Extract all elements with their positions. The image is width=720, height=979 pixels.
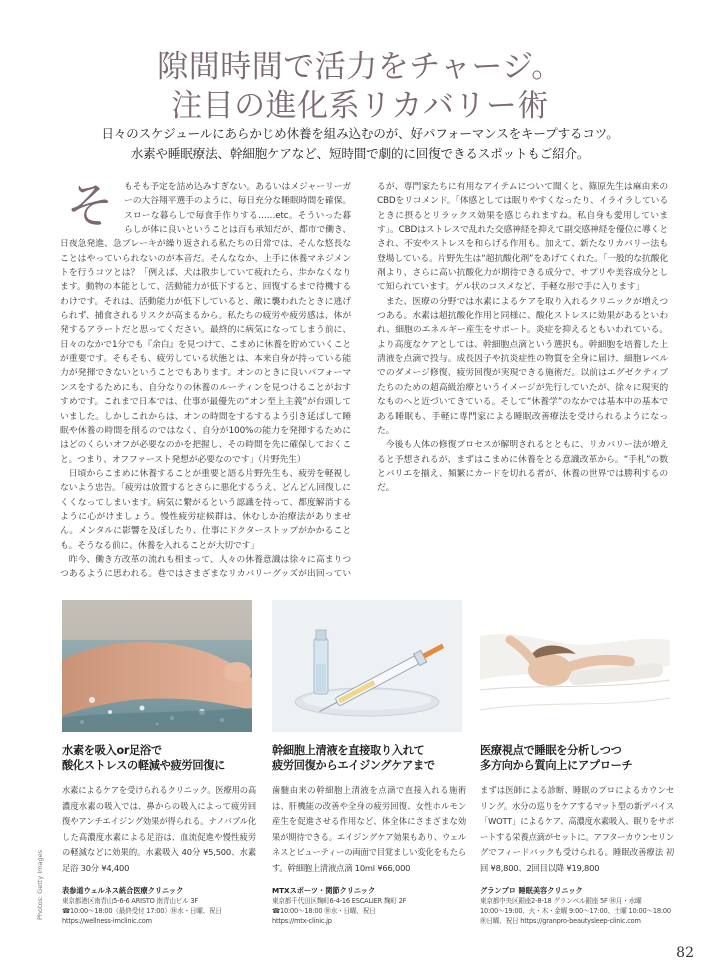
foot-bath-image (62, 600, 252, 732)
lead-text (0, 124, 720, 164)
card-title-line-2: 疲労回復からエイジングケアまで (272, 759, 435, 772)
article-paragraph: また、医療の分野では水素によるケアを取り入れるクリニックが増えつつある。水素は超抗酸化作用と同様に、酸化ストレスに効果があるといわれ、細胞のエネルギー産生をサポート。炎症を抑えるともいわれている。より高度なケアとしては、幹細胞点滴という選択も。幹細胞を培養した上清液を点滴で投与。成長因子や抗炎症性の物質を全身に届け、細胞レベルでのダメージ修復、疲労回復が実現できる施術だ。以前はエグゼクティブたちのための超高級治療というイメージが先行していたが、徐々に現実的なものへと近づいてきている。そして“休養学”のなかでは基本中の基本である睡眠も、手軽に専門家による睡眠改善療法を受けられるようになった。 (377, 296, 668, 436)
card-hours: ☎10:00～18:00（最終受付 17:00）㊡水・日曜、祝日 (62, 907, 222, 916)
card-title (272, 743, 466, 777)
card-clinic-name: 表参道ウェルネス統合医療クリニック (62, 886, 184, 895)
headline (0, 48, 720, 126)
photo-credit: Photos: Getty Images (36, 850, 44, 920)
card-url[interactable]: https://wellness-imclinic.com (62, 917, 152, 926)
card-clinic-info (272, 896, 466, 927)
card-url[interactable]: https://mtx-clinic.jp (272, 917, 332, 926)
article-paragraph: 昨今、働き方改革の流れも相まって、人々の休養意識は徐々に高まりつつあるように思われる。巷ではさまざまなリカバリーグッズが出回っているが、専門家たちに有用なアイテムについて聞くと、篠原先生は麻由来のCBDをリコメンド。「体感としては眠りやすくなったり、イライラしているときに摂るとリラックス効果を感じられますね。私自身も愛用しています」。CBDはストレスで乱れた交感神経を抑えて副交感神経を優位に導くとされ、不安やストレスを和らげる作用も。加えて、新たなリカバリー法も登場している。片野先生は“超抗酸化剤”をあげてくれた。「一般的な抗酸化剤より、さらに高い抗酸化力が期待できる成分で、サプリや美容成分として知られています。ゲル状のコスメなど、手軽な形で手に入ります」 (60, 182, 668, 580)
card-title (62, 743, 256, 777)
sleeping-woman-image (480, 600, 670, 732)
headline-line-1: 隙間時間で活力をチャージ。 (157, 49, 563, 85)
card-title-line-1: 幹細胞上清液を直接取り入れて (272, 744, 425, 757)
card-description: まずは医師による診断、睡眠のプロによるカウンセリング。水分の巡りをケアするマット型の新デバイス「WOTT」によるケア、高濃度水素吸入、眠りをサポートする栄養点滴がセットに。アフターカウンセリングでフィードバックも受けられる。睡眠改善療法 初回 ¥8,800、2回目以降 ¥19,800 (480, 785, 674, 873)
card-clinic-name: MTXスポーツ・関節クリニック (272, 886, 376, 895)
card-title-line-2: 酸化ストレスの軽減や疲労回復に (62, 759, 225, 772)
card-title-line-1: 水素を吸入or足浴で (62, 744, 162, 757)
card-title-line-1: 医療視点で睡眠を分析しつつ (480, 744, 622, 757)
photo-syringe-vial (272, 600, 462, 732)
card-clinic-info (480, 896, 674, 927)
clinic-card-3 (480, 743, 674, 927)
card-clinic-name: グランプロ 睡眠美容クリニック (480, 886, 583, 895)
headline-line-2: 注目の進化系リカバリー術 (171, 88, 549, 124)
card-url[interactable]: ㊡日曜、祝日 https://granpro-beautysleep-clinic.com (480, 917, 641, 926)
page-number: 82 (676, 945, 694, 961)
card-description: 歯髄由来の幹細胞上清液を点滴で直接入れる施術は、肝機能の改善や全身の疲労回復、女性ホルモン産生を促進させる作用など、体全体にさまざまな効果が期待できる。エイジングケア効果もあり、ウェルネスとビューティーの両面で目覚ましい変化をもたらす。幹細胞上清液点滴 10ml ¥66,000 (272, 785, 466, 873)
lead-line-1: 日々のスケジュールにあらかじめ休養を組み込むのが、好パフォーマンスをキープするコツ。 (101, 126, 619, 141)
article-body (60, 180, 668, 582)
article-paragraph: 今後も人体の修復プロセスが解明されるとともに、リカバリー法が増えると予想されるが、まずはこまめに休養をとる意識改革から。“手札”の数とバリエを揃え、頻繁にカードを切れる者が、休養の世界では勝利するのだ。 (377, 440, 668, 494)
card-title-line-2: 多方向から質向上にアプローチ (480, 759, 633, 772)
card-address: 東京都港区南青山5-6-6 ARISTO 南青山ビル 3F (62, 897, 198, 905)
card-hours: 10:00～19:00、火・木・金曜 9:00～17:00、土曜 10:00～18:00 (480, 907, 671, 916)
article-paragraph: もそも予定を詰め込みすぎない。あるいはメジャーリーガーの大谷翔平選手のように、毎日充分な睡眠時間を確保。スローな暮らしで毎食手作りする……etc。そういった暮らしが体に良いということは百も承知だが、都市で働き、日夜急発進、急ブレーキが繰り返される私たちの日常では、そんな悠長なことはやっていられないのが本音だ。そんななか、上手に休養マネジメントを行うコツとは？「例えば、犬は散歩していて疲れたら、歩かなくなります。動物の本能として、活動能力が低下すると、回復するまで待機するわけです。それは、活動能力が低下していると、敵に襲われたときに逃げられず、捕食されるリスクが高まるから。私たちの疲労や疲労感は、体が発するアラートだと思ってください。最終的に病気になってしまう前に、日々のなかで1分でも『余白』を見つけて、こまめに休養を貯めていくことが重要です。そもそも、疲労している状態とは、本来自身が持っている能力が発揮できないということでもあります。オンのときに良いパフォーマンスをするためにも、自分なりの休養のルーティンを見つけることがおすすめです。これまで日本では、仕事が最優先の“オン至上主義”が台頭していました。しかしこれからは、オンの時間をするするよう引き延ばして睡眠や休養の時間を削るのではなく、自分が100%の能力を発揮するためにはどのくらいオフが必要なのかを把握し、その時間を先に確保しておくこと。つまり、オフファースト発想が必要なのです」（片野先生） (60, 182, 351, 465)
lead-line-2: 水素や睡眠療法、幹細胞ケアなど、短時間で劇的に回復できるスポットもご紹介。 (130, 146, 590, 161)
card-address: 東京都千代田区麹町6-4-16 ESCALIER 麹町 2F (272, 897, 407, 905)
drop-cap: そ (66, 178, 114, 234)
card-title (480, 743, 674, 777)
clinic-card-1 (62, 743, 256, 927)
card-description: 水素によるケアを受けられるクリニック。医療用の高濃度水素の吸入では、鼻からの吸入によって疲労回復やアンチエイジング効果が得られる。ナノバブル化した高濃度水素による足浴は、血流促進や慢性疲労の軽減などに効果的。水素吸入 40分 ¥5,500、水素足浴 30分 ¥4,400 (62, 785, 256, 873)
card-hours: ☎10:00～18:00 ㊡水・日曜、祝日 (272, 907, 376, 916)
photo-sleeping-woman (480, 600, 670, 732)
syringe-vial-image (272, 600, 462, 732)
clinic-card-2 (272, 743, 466, 927)
card-clinic-info (62, 896, 256, 927)
card-address: 東京都中央区銀座2-8-18 グランベル銀座 5F ㊡月・水曜 (480, 897, 642, 905)
article-paragraph: 日頃からこまめに休養することが重要と語る片野先生も、疲労を軽視しないよう忠告。「疲労は放置するとさらに悪化するうえ、どんどん回復しにくくなってしまいます。病気に繋がるという認識を持って、都度解消するように心がけましょう。慢性疲労症候群は、休むしか治療法がありません。メンタルに影響を及ぼしたり、仕事にドクターストップがかかることも。そうなる前に、休養を入れることが大切です」 (60, 468, 351, 551)
photo-foot-bath (62, 600, 252, 732)
